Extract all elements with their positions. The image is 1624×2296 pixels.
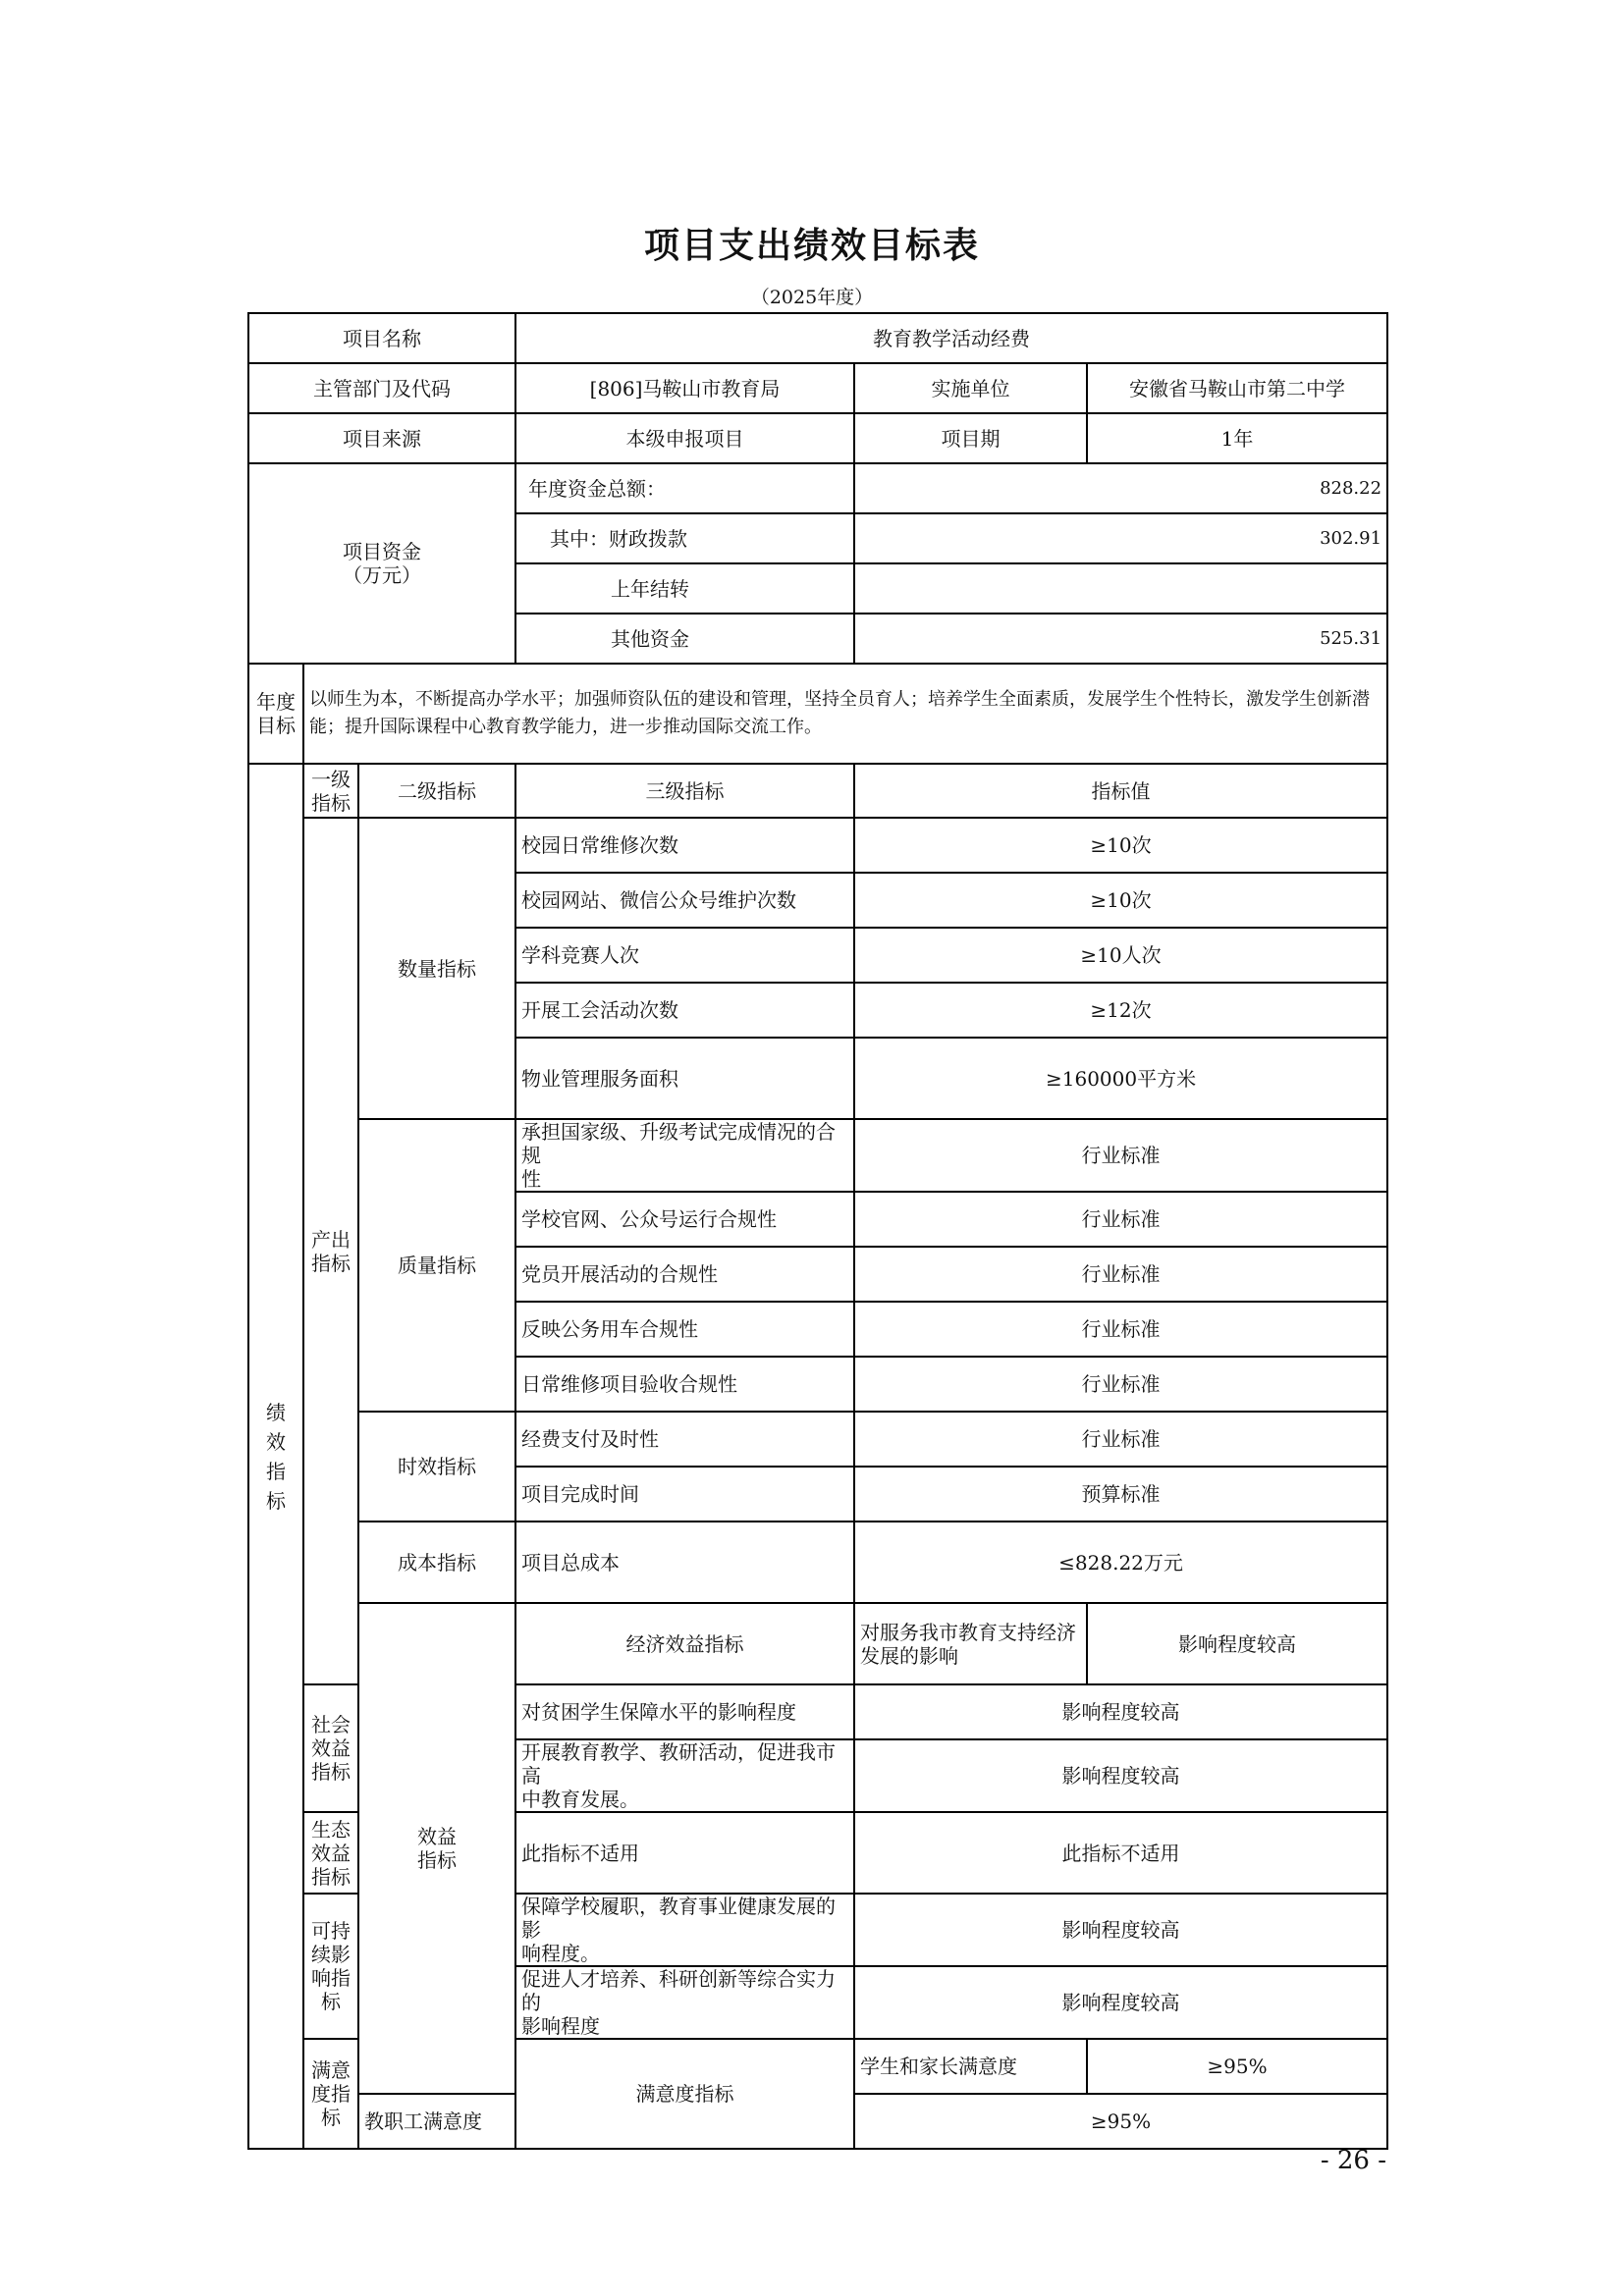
indicator-name-line1: 承担国家级、升级考试完成情况的合规 — [521, 1120, 837, 1167]
satisfaction-label — [303, 2039, 358, 2149]
indicator-value: 影响程度较高 — [854, 1966, 1387, 2039]
table-row — [248, 1522, 1387, 1603]
source-label: 项目来源 — [248, 413, 515, 463]
table-row — [248, 1412, 1387, 1467]
header-level1-line1: 一级 — [311, 767, 351, 791]
indicator-name — [515, 1739, 854, 1812]
impl-label: 实施单位 — [854, 363, 1087, 413]
indicator-value: 行业标准 — [854, 1302, 1387, 1357]
indicator-name-line2: 响程度。 — [521, 1942, 601, 1965]
indicator-value: 行业标准 — [854, 1247, 1387, 1302]
funds-label-line2: （万元） — [343, 563, 422, 587]
source-value: 本级申报项目 — [515, 413, 854, 463]
satisfaction-sub-label: 满意度指标 — [515, 2039, 854, 2149]
goal-label-line2: 目标 — [256, 714, 296, 737]
benefit-label-line1: 效益 — [417, 1825, 458, 1848]
indicator-name-line1: 促进人才培养、科研创新等综合实力的 — [521, 1967, 837, 2014]
economic-label: 经济效益指标 — [515, 1603, 854, 1684]
page-number: - 26 - — [1320, 2146, 1386, 2175]
indicator-value: 预算标准 — [854, 1467, 1387, 1522]
table-row — [248, 1603, 1387, 1684]
indicator-value: ≥10人次 — [854, 928, 1387, 983]
indicator-name: 党员开展活动的合规性 — [515, 1247, 854, 1302]
indicator-name-line2: 中教育发展。 — [521, 1788, 640, 1811]
indicator-value: ≥95% — [1087, 2039, 1387, 2094]
indicator-value: 此指标不适用 — [854, 1812, 1387, 1894]
indicator-value: 影响程度较高 — [1087, 1603, 1387, 1684]
satisfaction-label-line: 标 — [321, 2106, 341, 2129]
funds-label-line1: 项目资金 — [343, 540, 422, 563]
funds-carry-label: 上年结转 — [515, 563, 854, 614]
benefit-label — [358, 1603, 515, 2094]
page-title: 项目支出绩效目标表 — [643, 226, 980, 266]
row-source — [248, 413, 1387, 463]
year-subtitle: （2025年度） — [750, 287, 874, 308]
indicator-name-line2: 影响程度 — [521, 2014, 601, 2038]
table-row — [248, 1119, 1387, 1192]
funds-total-value: 828.22 — [854, 463, 1387, 513]
header-level2: 二级指标 — [358, 764, 515, 818]
indicator-name: 物业管理服务面积 — [515, 1038, 854, 1119]
indicator-name: 开展工会活动次数 — [515, 983, 854, 1038]
indicator-name: 对贫困学生保障水平的影响程度 — [515, 1684, 854, 1739]
row-annual-goal — [248, 664, 1387, 764]
goal-text: 以师生为本，不断提高办学水平；加强师资队伍的建设和管理，坚持全员育人；培养学生全面素质，发展学生个性特长，激发学生创新潜能；提升国际课程中心教育教学能力，进一步推动国际交流工作。 — [303, 664, 1387, 764]
indicator-name: 反映公务用车合规性 — [515, 1302, 854, 1357]
header-level1-line2: 指标 — [311, 790, 351, 815]
timeliness-label: 时效指标 — [358, 1412, 515, 1522]
indicator-value: 行业标准 — [854, 1357, 1387, 1412]
indicator-name: 对服务我市教育支持经济发展的影响 — [854, 1603, 1087, 1684]
benefit-label-line2: 指标 — [417, 1848, 458, 1872]
indicator-value: 影响程度较高 — [854, 1894, 1387, 1966]
indicator-value: ≥160000平方米 — [854, 1038, 1387, 1119]
table-row — [248, 818, 1387, 873]
project-name-label: 项目名称 — [248, 313, 515, 363]
row-department — [248, 363, 1387, 413]
project-name-value: 教育教学活动经费 — [515, 313, 1387, 363]
indicator-name — [515, 1894, 854, 1966]
eco-label: 生态效益指标 — [303, 1812, 358, 1894]
indicator-value: ≥10次 — [854, 818, 1387, 873]
indicator-name: 项目完成时间 — [515, 1467, 854, 1522]
satisfaction-label-line: 度指 — [311, 2082, 351, 2106]
cost-label: 成本指标 — [358, 1522, 515, 1603]
dept-value: [806]马鞍山市教育局 — [515, 363, 854, 413]
perf-label-char: 指 — [266, 1459, 286, 1483]
perf-label-char: 效 — [266, 1429, 286, 1454]
indicator-value: ≥12次 — [854, 983, 1387, 1038]
indicator-value: 影响程度较高 — [854, 1739, 1387, 1812]
goal-label — [248, 664, 303, 764]
funds-other-label: 其他资金 — [515, 614, 854, 664]
funds-carry-value — [854, 563, 1387, 614]
indicator-value: 行业标准 — [854, 1119, 1387, 1192]
indicator-value: ≥95% — [854, 2094, 1387, 2149]
indicator-name: 校园网站、微信公众号维护次数 — [515, 873, 854, 928]
indicator-value: ≤828.22万元 — [854, 1522, 1387, 1603]
performance-table — [247, 312, 1388, 2150]
indicator-name — [515, 1966, 854, 2039]
quality-label: 质量指标 — [358, 1119, 515, 1412]
indicator-value: ≥10次 — [854, 873, 1387, 928]
indicator-name: 教职工满意度 — [358, 2094, 515, 2149]
indicator-name: 学科竞赛人次 — [515, 928, 854, 983]
sustain-label: 可持续影响指标 — [303, 1894, 358, 2039]
period-label: 项目期 — [854, 413, 1087, 463]
satisfaction-label-line: 满意 — [311, 2058, 351, 2082]
indicator-name: 项目总成本 — [515, 1522, 854, 1603]
indicator-value: 行业标准 — [854, 1412, 1387, 1467]
indicator-name — [515, 1119, 854, 1192]
social-label: 社会效益指标 — [303, 1684, 358, 1812]
indicator-name: 日常维修项目验收合规性 — [515, 1357, 854, 1412]
output-label — [303, 818, 358, 1684]
funds-fiscal-value: 302.91 — [854, 513, 1387, 563]
indicator-name: 学校官网、公众号运行合规性 — [515, 1192, 854, 1247]
funds-other-value: 525.31 — [854, 614, 1387, 664]
row-perf-header — [248, 764, 1387, 818]
header-level1 — [303, 764, 358, 818]
dept-label: 主管部门及代码 — [248, 363, 515, 413]
funds-fiscal-label: 其中：财政拨款 — [515, 513, 854, 563]
goal-label-line1: 年度 — [256, 690, 296, 714]
indicator-name: 经费支付及时性 — [515, 1412, 854, 1467]
impl-value: 安徽省马鞍山市第二中学 — [1087, 363, 1387, 413]
perf-label-char: 绩 — [266, 1400, 286, 1424]
funds-label — [248, 463, 515, 664]
quantity-label: 数量指标 — [358, 818, 515, 1119]
header-value: 指标值 — [854, 764, 1387, 818]
output-label-line2: 指标 — [311, 1251, 351, 1275]
perf-label-char: 标 — [266, 1488, 286, 1513]
indicator-name-line1: 保障学校履职，教育事业健康发展的影 — [521, 1895, 837, 1942]
row-funds-total — [248, 463, 1387, 513]
output-label-line1: 产出 — [311, 1227, 351, 1252]
indicator-value: 行业标准 — [854, 1192, 1387, 1247]
perf-label — [248, 764, 303, 2149]
funds-total-label: 年度资金总额： — [515, 463, 854, 513]
indicator-name: 此指标不适用 — [515, 1812, 854, 1894]
row-project-name — [248, 313, 1387, 363]
indicator-name-line2: 性 — [521, 1167, 542, 1191]
indicator-name: 校园日常维修次数 — [515, 818, 854, 873]
indicator-name: 学生和家长满意度 — [854, 2039, 1087, 2094]
period-value: 1年 — [1087, 413, 1387, 463]
header-level3: 三级指标 — [515, 764, 854, 818]
indicator-name-line1: 开展教育教学、教研活动，促进我市高 — [521, 1740, 837, 1788]
indicator-value: 影响程度较高 — [854, 1684, 1387, 1739]
